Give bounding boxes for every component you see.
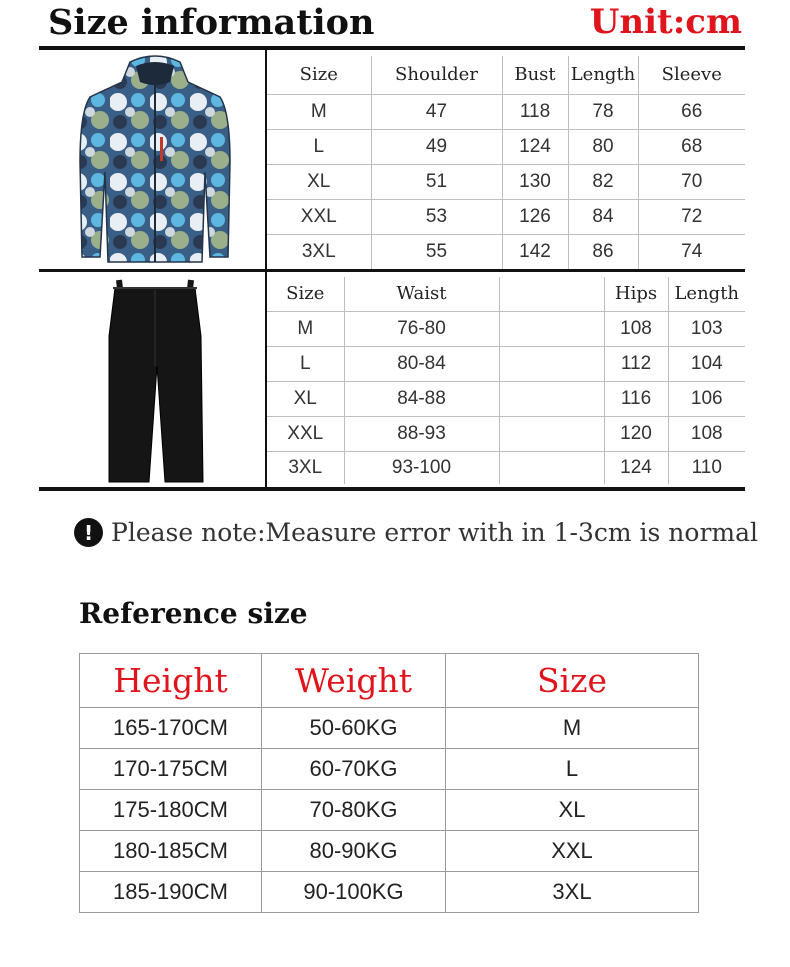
- table-header-row: [80, 654, 699, 708]
- bottom-rule: [39, 487, 745, 491]
- page-title: Size information: [48, 2, 375, 43]
- header-cell: Weight: [262, 654, 446, 708]
- table-cell: 82: [568, 164, 638, 199]
- table-cell: [499, 381, 604, 416]
- table-cell: 47: [371, 94, 502, 129]
- table-cell: 108: [604, 311, 668, 346]
- table-row: [267, 164, 745, 199]
- header-cell: Sleeve: [638, 56, 745, 94]
- table-header-row: [267, 277, 745, 311]
- table-row: [80, 831, 699, 872]
- table-cell: 103: [668, 311, 745, 346]
- table-cell: 72: [638, 199, 745, 234]
- table-row: [267, 346, 745, 381]
- table-cell: XL: [446, 790, 699, 831]
- table-cell: XXL: [267, 199, 371, 234]
- table-cell: 80: [568, 129, 638, 164]
- table-cell: 84-88: [344, 381, 499, 416]
- table-cell: 51: [371, 164, 502, 199]
- table-row: [267, 129, 745, 164]
- header-cell: Height: [80, 654, 262, 708]
- table-cell: 120: [604, 416, 668, 451]
- header-cell: Shoulder: [371, 56, 502, 94]
- table-cell: 165-170CM: [80, 708, 262, 749]
- table-cell: 112: [604, 346, 668, 381]
- table-cell: 93-100: [344, 451, 499, 484]
- table-cell: 76-80: [344, 311, 499, 346]
- table-cell: 49: [371, 129, 502, 164]
- header-cell: Size: [267, 277, 344, 311]
- table-cell: 130: [502, 164, 568, 199]
- table-row: [80, 790, 699, 831]
- table-cell: XL: [267, 164, 371, 199]
- table-cell: [499, 311, 604, 346]
- unit-label: Unit:cm: [589, 2, 742, 42]
- table-row: [80, 749, 699, 790]
- table-cell: 124: [502, 129, 568, 164]
- table-cell: 78: [568, 94, 638, 129]
- jacket-image: [70, 52, 240, 268]
- table-row: [80, 708, 699, 749]
- table-cell: M: [446, 708, 699, 749]
- jacket-size-table: [267, 56, 745, 269]
- table-cell: 50-60KG: [262, 708, 446, 749]
- table-cell: [499, 416, 604, 451]
- reference-title: Reference size: [79, 597, 308, 630]
- table-cell: 170-175CM: [80, 749, 262, 790]
- table-cell: 185-190CM: [80, 872, 262, 913]
- table-cell: [499, 346, 604, 381]
- table-cell: 84: [568, 199, 638, 234]
- table-cell: 180-185CM: [80, 831, 262, 872]
- table-cell: 108: [668, 416, 745, 451]
- table-cell: XXL: [446, 831, 699, 872]
- table-cell: 3XL: [446, 872, 699, 913]
- table-row: [267, 234, 745, 269]
- header-cell: Length: [668, 277, 745, 311]
- table-cell: 53: [371, 199, 502, 234]
- table-cell: M: [267, 94, 371, 129]
- table-cell: 55: [371, 234, 502, 269]
- table-cell: 3XL: [267, 234, 371, 269]
- top-rule: [39, 46, 745, 50]
- reference-size-table: [79, 653, 699, 913]
- table-cell: 90-100KG: [262, 872, 446, 913]
- table-cell: 110: [668, 451, 745, 484]
- header-cell: [499, 277, 604, 311]
- table-cell: L: [267, 346, 344, 381]
- table-cell: 68: [638, 129, 745, 164]
- header-cell: Hips: [604, 277, 668, 311]
- table-cell: M: [267, 311, 344, 346]
- table-cell: [499, 451, 604, 484]
- table-cell: 80-84: [344, 346, 499, 381]
- table-row: [267, 416, 745, 451]
- table-cell: 104: [668, 346, 745, 381]
- table-row: [267, 199, 745, 234]
- table-cell: 74: [638, 234, 745, 269]
- table-cell: 118: [502, 94, 568, 129]
- pants-size-table: [267, 277, 745, 484]
- header-cell: Waist: [344, 277, 499, 311]
- middle-rule: [39, 269, 745, 272]
- table-header-row: [267, 56, 745, 94]
- table-row: [267, 94, 745, 129]
- pants-image: [85, 276, 225, 486]
- table-cell: 70-80KG: [262, 790, 446, 831]
- table-cell: L: [446, 749, 699, 790]
- table-cell: 66: [638, 94, 745, 129]
- table-cell: 175-180CM: [80, 790, 262, 831]
- table-cell: 86: [568, 234, 638, 269]
- note-text: Please note:Measure error with in 1-3cm is normal: [111, 518, 758, 547]
- header-cell: Bust: [502, 56, 568, 94]
- table-row: [267, 381, 745, 416]
- table-cell: 116: [604, 381, 668, 416]
- table-cell: XXL: [267, 416, 344, 451]
- table-row: [267, 451, 745, 484]
- measure-note: [74, 518, 758, 547]
- table-cell: 70: [638, 164, 745, 199]
- table-row: [80, 872, 699, 913]
- header-cell: Size: [446, 654, 699, 708]
- table-row: [267, 311, 745, 346]
- table-cell: 106: [668, 381, 745, 416]
- table-cell: 126: [502, 199, 568, 234]
- table-cell: XL: [267, 381, 344, 416]
- table-cell: 60-70KG: [262, 749, 446, 790]
- table-cell: 80-90KG: [262, 831, 446, 872]
- table-cell: 88-93: [344, 416, 499, 451]
- header-cell: Size: [267, 56, 371, 94]
- table-cell: 142: [502, 234, 568, 269]
- table-cell: L: [267, 129, 371, 164]
- exclamation-icon: !: [74, 518, 103, 547]
- table-cell: 3XL: [267, 451, 344, 484]
- table-cell: 124: [604, 451, 668, 484]
- header-cell: Length: [568, 56, 638, 94]
